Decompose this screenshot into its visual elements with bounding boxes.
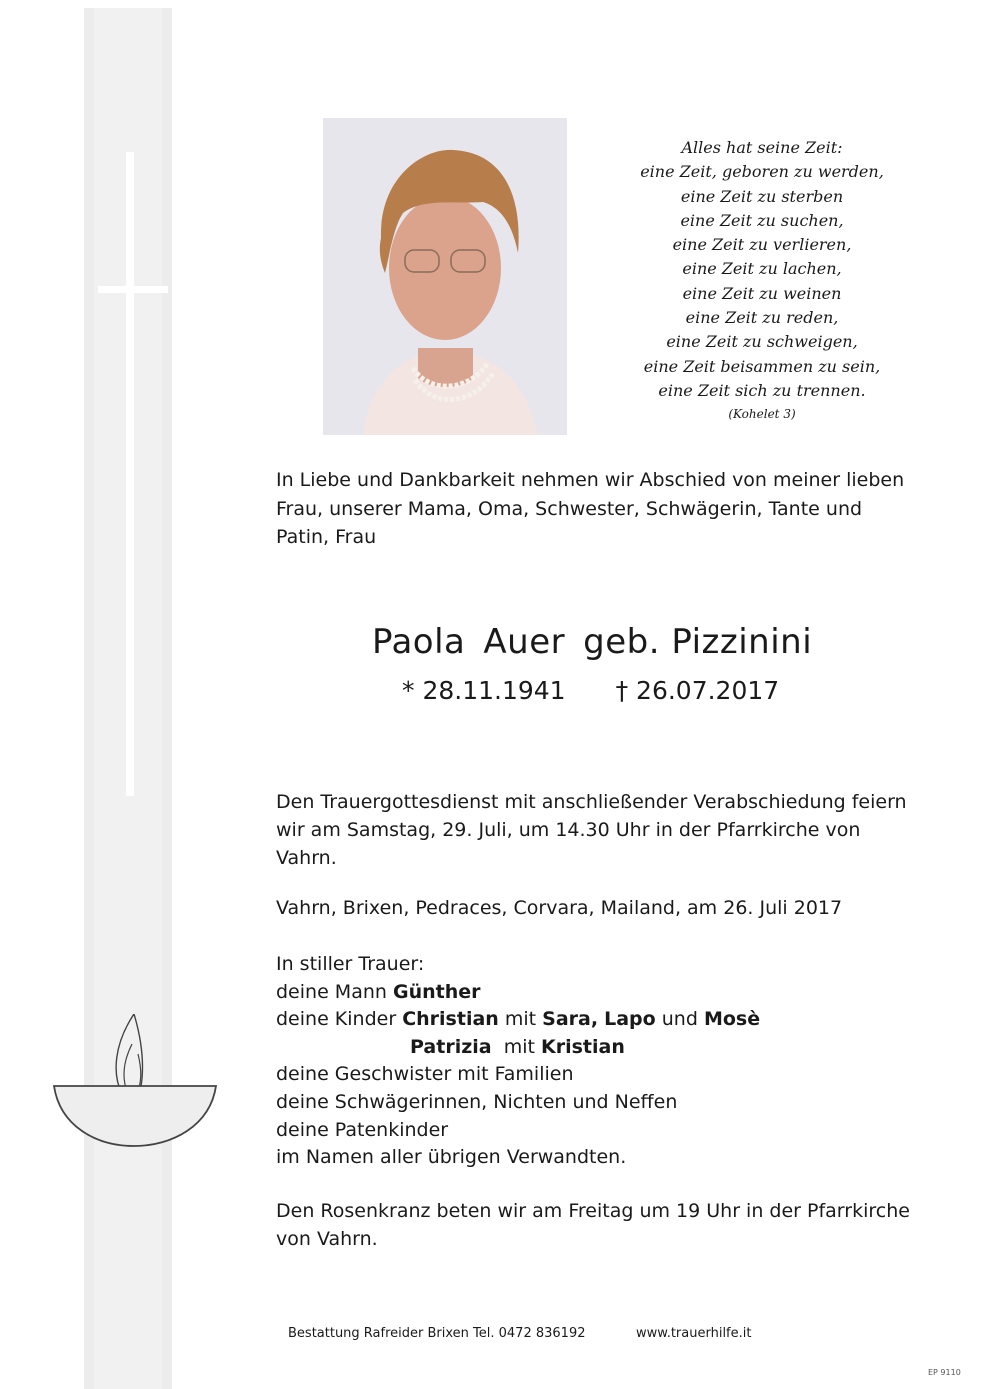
intro-text bbox=[276, 466, 956, 552]
rosary-info bbox=[276, 1197, 966, 1253]
portrait-photo bbox=[323, 118, 567, 435]
last-name: Auer bbox=[483, 622, 566, 662]
quote-line: Alles hat seine Zeit: bbox=[681, 138, 843, 157]
quote-source: (Kohelet 3) bbox=[728, 407, 796, 422]
quote-line: eine Zeit, geboren zu werden, bbox=[640, 162, 884, 182]
cross-icon-bar bbox=[98, 286, 168, 293]
mourner-line: deine Mann Günther bbox=[276, 980, 481, 1003]
quote-line: eine Zeit sich zu trennen. bbox=[658, 380, 866, 400]
service-line: Den Trauergottesdienst mit anschließender Verabschiedung feiern bbox=[276, 791, 907, 813]
bible-quote bbox=[596, 136, 928, 425]
mourners-list bbox=[276, 951, 760, 1172]
place-date: Vahrn, Brixen, Pedraces, Corvara, Mailand, am 26. Juli 2017 bbox=[276, 897, 843, 919]
quote-line: eine Zeit beisammen zu sein, bbox=[643, 356, 881, 376]
deceased-name bbox=[372, 622, 830, 662]
quote-line: eine Zeit zu suchen, bbox=[680, 210, 844, 230]
intro-line: In Liebe und Dankbarkeit nehmen wir Abschied von meiner lieben bbox=[276, 469, 905, 491]
undertaker-info: Bestattung Rafreider Brixen Tel. 0472 836192 bbox=[288, 1326, 586, 1341]
first-name: Paola bbox=[372, 622, 466, 662]
birth-name: geb. Pizzinini bbox=[583, 622, 813, 662]
life-dates bbox=[402, 676, 779, 705]
oil-lamp-icon bbox=[52, 1014, 218, 1154]
website-link[interactable]: www.trauerhilfe.it bbox=[636, 1326, 752, 1341]
service-info bbox=[276, 788, 966, 872]
service-line: Vahrn. bbox=[276, 847, 337, 869]
intro-line: Patin, Frau bbox=[276, 526, 377, 548]
mourners-heading: In stiller Trauer: bbox=[276, 953, 425, 975]
cross-icon bbox=[126, 152, 134, 796]
birth-date: * 28.11.1941 bbox=[402, 676, 566, 705]
quote-line: eine Zeit zu reden, bbox=[685, 308, 839, 328]
mourner-line: im Namen aller übrigen Verwandten. bbox=[276, 1146, 627, 1169]
death-date: † 26.07.2017 bbox=[615, 676, 780, 705]
intro-line: Frau, unserer Mama, Oma, Schwester, Schwägerin, Tante und bbox=[276, 497, 863, 520]
quote-line: eine Zeit zu lachen, bbox=[682, 259, 842, 279]
quote-line: eine Zeit zu sterben bbox=[680, 186, 844, 206]
service-line: wir am Samstag, 29. Juli, um 14.30 Uhr in der Pfarrkirche von bbox=[276, 819, 861, 841]
husband-name: Günther bbox=[392, 980, 481, 1003]
quote-line: eine Zeit zu weinen bbox=[682, 283, 842, 303]
document-code: EP 9110 bbox=[928, 1368, 961, 1377]
rosary-line: von Vahrn. bbox=[276, 1228, 378, 1250]
mourner-line: deine Geschwister mit Familien bbox=[276, 1063, 574, 1086]
rosary-line: Den Rosenkranz beten wir am Freitag um 19 Uhr in der Pfarrkirche bbox=[276, 1200, 910, 1222]
quote-line: eine Zeit zu schweigen, bbox=[666, 332, 858, 352]
quote-line: eine Zeit zu verlieren, bbox=[672, 235, 852, 255]
mourner-line: deine Patenkinder bbox=[276, 1118, 449, 1141]
mourner-line: Patrizia mit Kristian bbox=[410, 1035, 625, 1058]
mourner-line: deine Kinder Christian mit Sara, Lapo und Mosè bbox=[276, 1008, 761, 1031]
mourner-line: deine Schwägerinnen, Nichten und Neffen bbox=[276, 1090, 678, 1113]
